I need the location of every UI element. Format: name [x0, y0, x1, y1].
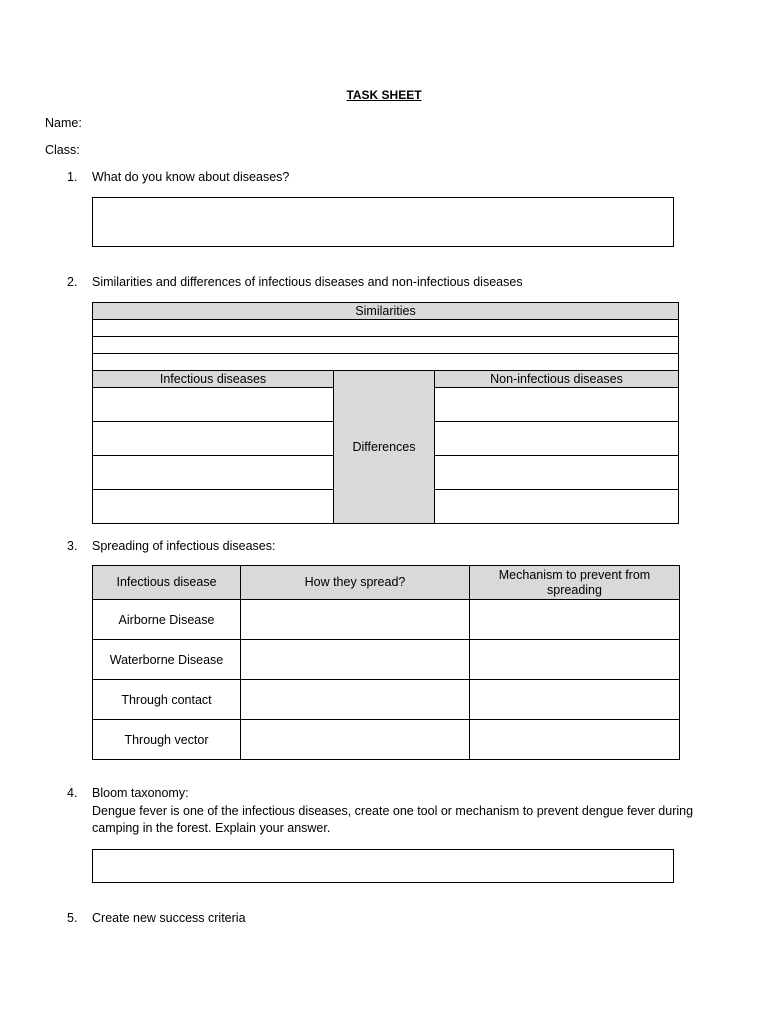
- name-label: Name:: [45, 116, 82, 130]
- how-spread-cell[interactable]: [241, 720, 470, 760]
- q5-number: 5.: [67, 911, 78, 925]
- q4-line-1: Dengue fever is one of the infectious diseases, create one tool or mechanism to prevent dengue fever during: [92, 804, 694, 818]
- q1-number: 1.: [67, 170, 78, 184]
- table-row: [93, 600, 680, 640]
- similarities-cell[interactable]: [93, 320, 679, 337]
- q1-text: What do you know about diseases?: [92, 170, 290, 184]
- similarities-cell[interactable]: [93, 354, 679, 371]
- q1-answer-box[interactable]: [92, 197, 674, 247]
- mechanism-cell[interactable]: [470, 680, 680, 720]
- q5-text: Create new success criteria: [92, 911, 246, 925]
- how-spread-cell[interactable]: [241, 640, 470, 680]
- non-infectious-cell[interactable]: [435, 490, 679, 524]
- mechanism-cell[interactable]: [470, 640, 680, 680]
- disease-type: Waterborne Disease: [93, 640, 241, 680]
- table-row: [93, 680, 680, 720]
- q4-number: 4.: [67, 786, 78, 800]
- page-title: TASK SHEET: [346, 88, 422, 102]
- non-infectious-cell[interactable]: [435, 422, 679, 456]
- how-spread-cell[interactable]: [241, 680, 470, 720]
- non-infectious-header: Non-infectious diseases: [435, 371, 679, 388]
- q2-number: 2.: [67, 275, 78, 289]
- how-spread-cell[interactable]: [241, 600, 470, 640]
- mechanism-cell[interactable]: [470, 720, 680, 760]
- spreading-table: [92, 565, 680, 760]
- disease-type: Airborne Disease: [93, 600, 241, 640]
- mechanism-cell[interactable]: [470, 600, 680, 640]
- q2-text: Similarities and differences of infectious diseases and non-infectious diseases: [92, 275, 523, 289]
- infectious-cell[interactable]: [93, 388, 334, 422]
- q3-text: Spreading of infectious diseases:: [92, 539, 276, 553]
- q4-heading: Bloom taxonomy:: [92, 786, 189, 800]
- q3-number: 3.: [67, 539, 78, 553]
- infectious-header: Infectious diseases: [93, 371, 334, 388]
- table-row: [93, 720, 680, 760]
- similarities-header: Similarities: [93, 303, 679, 320]
- q4-line-2: camping in the forest. Explain your answer.: [92, 821, 331, 835]
- non-infectious-cell[interactable]: [435, 456, 679, 490]
- infectious-cell[interactable]: [93, 422, 334, 456]
- disease-type: Through contact: [93, 680, 241, 720]
- spreading-header-disease: Infectious disease: [93, 566, 241, 600]
- class-label: Class:: [45, 143, 80, 157]
- spreading-header-mechanism: Mechanism to prevent from spreading: [470, 566, 680, 600]
- non-infectious-cell[interactable]: [435, 388, 679, 422]
- spreading-header-how: How they spread?: [241, 566, 470, 600]
- infectious-cell[interactable]: [93, 456, 334, 490]
- q4-answer-box[interactable]: [92, 849, 674, 883]
- table-row: [93, 640, 680, 680]
- similarities-cell[interactable]: [93, 337, 679, 354]
- differences-label: Differences: [334, 371, 435, 524]
- infectious-cell[interactable]: [93, 490, 334, 524]
- similarities-differences-table: [92, 302, 679, 524]
- disease-type: Through vector: [93, 720, 241, 760]
